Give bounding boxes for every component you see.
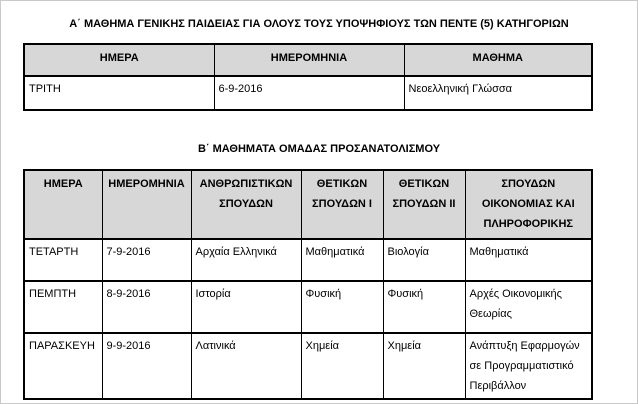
table-header-row [24, 44, 592, 76]
humanities-subject-cell: Αρχαία Ελληνικά [191, 239, 301, 281]
section-a-title: Α΄ ΜΑΘΗΜΑ ΓΕΝΙΚΗΣ ΠΑΙΔΕΙΑΣ ΓΙΑ ΟΛΟΥΣ ΤΟΥΣ ΥΠΟΨΗΦΙΟΥΣ ΤΩΝ ΠΕΝΤΕ (5) ΚΑΤΗΓΟΡΙΩΝ [69, 18, 569, 30]
table-header-row [24, 170, 592, 239]
table-row [24, 333, 592, 399]
table-row [24, 281, 592, 333]
day-cell: ΠΑΡΑΣΚΕΥΗ [24, 333, 102, 399]
column-header-day: ΗΜΕΡΑ [24, 170, 102, 239]
table-row [24, 239, 592, 281]
science-1-subject-cell: Μαθηματικά [301, 239, 383, 281]
section-b-title: Β΄ ΜΑΘΗΜΑΤΑ ΟΜΑΔΑΣ ΠΡΟΣΑΝΑΤΟΛΙΣΜΟΥ [197, 143, 441, 155]
orientation-groups-table [23, 169, 593, 400]
science-2-subject-cell: Φυσική [383, 281, 465, 333]
humanities-subject-cell: Ιστορία [191, 281, 301, 333]
humanities-subject-cell: Λατινικά [191, 333, 301, 399]
science-2-subject-cell: Βιολογία [383, 239, 465, 281]
economics-subject-cell: Μαθηματικά [465, 239, 592, 281]
column-header-date: ΗΜΕΡΟΜΗΝΙΑ [102, 170, 191, 239]
column-header-science-2: ΘΕΤΙΚΩΝ ΣΠΟΥΔΩΝ ΙΙ [383, 170, 465, 239]
day-cell: ΤΕΤΑΡΤΗ [24, 239, 102, 281]
science-2-subject-cell: Χημεία [383, 333, 465, 399]
subject-cell: Νεοελληνική Γλώσσα [404, 76, 592, 110]
date-cell: 8-9-2016 [102, 281, 191, 333]
date-cell: 6-9-2016 [214, 76, 404, 110]
date-cell: 9-9-2016 [102, 333, 191, 399]
column-header-economics-informatics: ΣΠΟΥΔΩΝ ΟΙΚΟΝΟΜΙΑΣ ΚΑΙ ΠΛΗΡΟΦΟΡΙΚΗΣ [465, 170, 592, 239]
date-cell: 7-9-2016 [102, 239, 191, 281]
economics-subject-cell: Αρχές Οικονομικής Θεωρίας [465, 281, 592, 333]
general-education-table [23, 43, 593, 111]
column-header-humanities: ΑΝΘΡΩΠΙΣΤΙΚΩΝ ΣΠΟΥΔΩΝ [191, 170, 301, 239]
column-header-science-1: ΘΕΤΙΚΩΝ ΣΠΟΥΔΩΝ Ι [301, 170, 383, 239]
science-1-subject-cell: Χημεία [301, 333, 383, 399]
day-cell: ΠΕΜΠΤΗ [24, 281, 102, 333]
economics-subject-cell: Ανάπτυξη Εφαρμογών σε Προγραμματιστικό Περιβάλλον [465, 333, 592, 399]
column-header-subject: ΜΑΘΗΜΑ [404, 44, 592, 76]
column-header-day: ΗΜΕΡΑ [24, 44, 214, 76]
day-cell: ΤΡΙΤΗ [24, 76, 214, 110]
table-row [24, 76, 592, 110]
science-1-subject-cell: Φυσική [301, 281, 383, 333]
column-header-date: ΗΜΕΡΟΜΗΝΙΑ [214, 44, 404, 76]
